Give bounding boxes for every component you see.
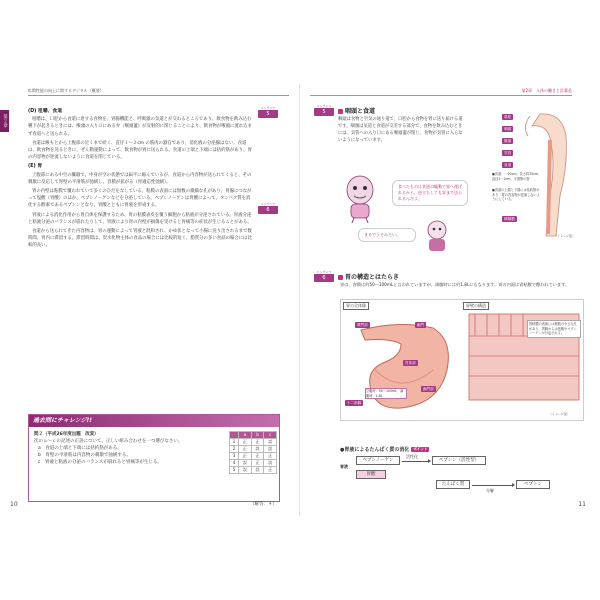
flow-gastric-juice: 胃液 (340, 464, 348, 469)
choice-table-cell: 誤 (238, 466, 251, 473)
label-esophagus: 食道 (504, 163, 512, 167)
choice-table-cell: 誤 (251, 445, 264, 452)
right-header (310, 90, 572, 96)
section-title-e: (E) 胃 (28, 164, 43, 170)
speech-bubble: まるでうそみたい。 (358, 228, 416, 242)
choice-table-cell: 1 (230, 438, 239, 445)
flow-peptone: ペプトン (516, 480, 550, 489)
flow-protein: たんぱく質 (436, 480, 470, 489)
flow-pepsinogen: ペプシノーゲン (356, 456, 400, 465)
label-pyloric-region: 幽門部 (423, 387, 434, 391)
content-badge-6 (258, 202, 278, 214)
page-number-right: 11 (578, 501, 586, 508)
content-badge-number: 5 (314, 108, 334, 116)
choice-table-cell: 正 (264, 466, 277, 473)
paragraph: 咀嚼は、口腔から食道に達する食物を、胃腸機能と、呼吸器の気道とが交わるところであり、飲食物を飲み込む嚥下が起きるときには、喉頭の入り口にある弁（喉頭蓋）が反射的に閉じることにより、飲食物が喉頭に流れ込まず食道へと送られる。 (28, 117, 252, 137)
choice-table-cell: 5 (230, 466, 239, 473)
choice-table-row (230, 445, 277, 452)
exam-option-a: a 食道の上端と下端には括約筋がある。 (38, 446, 122, 451)
left-page (0, 84, 300, 516)
choice-table-cell: 正 (238, 438, 251, 445)
choice-table-cell: 誤 (264, 445, 277, 452)
choice-table-cell: 正 (251, 459, 264, 466)
flow-acid: 胃酸 (356, 470, 386, 479)
bullet-icon (338, 275, 343, 280)
flow-title-text: ●胃液によるたんぱく質の消化 (340, 447, 410, 453)
choice-table-head-cell: a (238, 432, 251, 439)
choice-table-cell: 誤 (264, 459, 277, 466)
left-header-text: 拡散性能の向上に関するデジタル（概要） (28, 88, 104, 93)
exam-challenge-heading: 過去問にチャレンジ!! (29, 415, 279, 427)
sphincter-note: ●食道の上端と下端には括約筋があり、胃の内容物が逆流しないようにしている。 (492, 188, 540, 201)
choice-table-cell: 4 (230, 459, 239, 466)
content-badge-5 (258, 106, 278, 118)
choice-table-cell: 2 (230, 445, 239, 452)
point-badge: ポイント (413, 447, 428, 451)
wall-note: 胃粘膜の表面には無数の小さな孔があり、胃腺からは塩酸やペプシノーゲンが分泌される。 (527, 320, 581, 338)
flow-title (340, 446, 429, 453)
label-cardia: 噴門部 (357, 323, 368, 327)
image-caption: 〈イメージ図〉 (554, 234, 575, 238)
paragraph: 食道は喉もとから上腹部の近くまで続く、直径１〜２cm の筋肉の器官であり、消化液の分泌腺はない。食道は、飲食物を送るときに、ぜん動運動によって、飲食物が胃に送られる。食道の上端と下端には括約筋があり、胃の内容物が逆流しないように食道を閉じている。 (28, 140, 252, 161)
choice-table-cell: 正 (251, 438, 264, 445)
mascot-illustration (340, 172, 380, 224)
paragraph: 胃の内壁は粘膜で覆われていて多くのひだをなしている。粘膜の表面には無数の微細な孔があり、胃腺につながって塩酸（胃酸）のほか、ペプシノーゲンなどを分泌している。ペプシノーゲンは胃酸によって、タンパク質を消化する酵素であるペプシンとなり、胃酸とともに胃液を形成する。 (28, 189, 252, 209)
choice-table-head-cell: b (251, 432, 264, 439)
answer-choice-table (229, 431, 277, 474)
chapter-tab: 第２章 (0, 110, 9, 132)
content-badge-label: コンテンツ (316, 270, 332, 274)
choice-table-cell: 誤 (238, 459, 251, 466)
protein-digestion-flow (340, 446, 584, 496)
content-badge-5 (314, 104, 334, 116)
content-badge-6 (314, 270, 334, 282)
section-title-stomach (338, 272, 399, 281)
right-page (300, 84, 600, 516)
content-badge-label: コンテンツ (260, 202, 276, 206)
choice-table-cell: 3 (230, 452, 239, 459)
choice-table-row (230, 466, 277, 473)
mascot-illustration-small (420, 218, 454, 256)
content-badge-label: コンテンツ (316, 104, 332, 108)
content-badge-number: 6 (314, 274, 334, 282)
flow-activation-label: 活性化 (406, 454, 418, 459)
exam-option-b: b 胃壁の平滑筋は内容物の刺激で弛緩する。 (38, 453, 131, 458)
left-header (28, 90, 289, 96)
stomach-figure (340, 299, 584, 421)
exam-question (34, 431, 222, 466)
stomach-drawing (341, 300, 585, 422)
choice-table-row (230, 459, 277, 466)
speech-bubble: 食べたものは食道の蠕動で胃へ運ばれるから、逆立ちしても胃まで送られるんだよ。 (392, 180, 468, 206)
label-diaphragm: 横隔膜 (504, 217, 515, 221)
choice-table-cell: 正 (251, 452, 264, 459)
choice-table-body (230, 438, 277, 473)
panel-tag-wall: 胃壁の構造 (463, 302, 489, 310)
choice-table-cell: 正 (264, 452, 277, 459)
choice-table-row (230, 438, 277, 445)
pharynx-text: 咽頭は食物と空気の通り道で、口腔から食物を胃に送り届ける道です。咽頭は気道と食道が交差する部分で、食物を飲み込むときには、気管への入り口にある喉頭蓋が閉じ、食物が気管に入らないようになっています。 (338, 117, 463, 143)
paragraph: 胃液による消化作用から胃自体を保護するため、胃の粘膜表皮を覆う細胞から粘液が分泌されている。胃液分泌と粘液分泌のバランスが崩れたりして、胃液により胃の内壁が損傷を受けると胃痛等の症状が生じることがある。 (28, 212, 252, 225)
stomach-text: 胃は、容積は約50〜100mLと言われていますが、満腹時には約1.8Lにもなります。胃の内面は胃粘膜で覆われています。 (340, 282, 570, 287)
choice-table-cell: 誤 (264, 438, 277, 445)
choice-table-cell: 誤 (251, 466, 264, 473)
section-title-pharynx (338, 106, 375, 115)
section-title-text: 咽頭と食道 (345, 108, 376, 115)
section-title-d: (D) 咀嚼、食道 (28, 109, 63, 114)
exam-option-c: c 胃液と粘液の分泌のバランスが崩れると胃痛等が生じる。 (38, 460, 162, 465)
page-number-left: 10 (10, 501, 18, 508)
paragraph: 上腹部にある中空の臓器で、中身が空の状態では扁平に縮んでいるが、食道から内容物が送られてくると、その刺激に反応して胃壁の平滑筋が弛緩し、容積が拡がる（胃適応性弛緩）。 (28, 172, 252, 185)
choice-table-row (230, 452, 277, 459)
right-header-text: 第2章 人体の働きと医薬品 (521, 88, 572, 93)
volume-note: 空腹時：50〜100mL、満腹時：1.8L (365, 388, 407, 399)
esophagus-figure (470, 106, 586, 242)
panel-tag-stomach: 胃の全体像 (343, 302, 369, 310)
label-pylorus: 幽門 (417, 323, 425, 327)
label-trachea: 気管 (504, 151, 512, 155)
section-title-text: 胃の構造とはたらき (345, 274, 400, 281)
content-badge-label: コンテンツ (260, 106, 276, 110)
choice-table-head-cell: c (264, 432, 277, 439)
esophagus-note: ●食道：一20cm。長さ約25cm、直径1〜2cm、平滑筋の管 (492, 172, 542, 181)
flow-arrow (472, 485, 514, 486)
answer-text: （解答：４） (250, 502, 277, 507)
label-duodenum: 十二指腸 (347, 401, 362, 405)
label-pharynx: 咽頭 (504, 127, 512, 131)
left-body-text (28, 106, 254, 252)
exam-question-head: 問２（平成26年度出題 改変） (34, 432, 99, 437)
label-nasal-cavity: 鼻腔 (504, 115, 512, 119)
exam-challenge-box (28, 414, 280, 502)
flow-decomposition-label: 分解 (486, 488, 494, 493)
image-caption: 〈イメージ図〉 (549, 412, 570, 416)
content-badge-number: 6 (258, 206, 278, 214)
flow-arrow (402, 461, 430, 462)
label-body: 胃体部 (405, 361, 416, 365)
paragraph: 食道から送られてきた内容物は、胃の運動によって胃液と混和され、かゆ状となって小腸に送り出されるまで数時間、胃内に滞留する。滞留時間は、炭水化物主体の食品の場合には比較的短く、脂質分の多い食品の場合には比較的長い。 (28, 229, 252, 249)
choice-table-cell: 正 (238, 452, 251, 459)
content-badge-number: 5 (258, 110, 278, 118)
choice-table-cell: 正 (238, 445, 251, 452)
flow-pepsin: ペプシン（活性型） (432, 456, 486, 465)
label-larynx: 喉頭 (504, 139, 512, 143)
exam-question-text: 次のａ〜ｃの記述の正誤について、正しい組み合わせを一つ選びなさい。 (34, 439, 183, 444)
bullet-icon (338, 109, 343, 114)
